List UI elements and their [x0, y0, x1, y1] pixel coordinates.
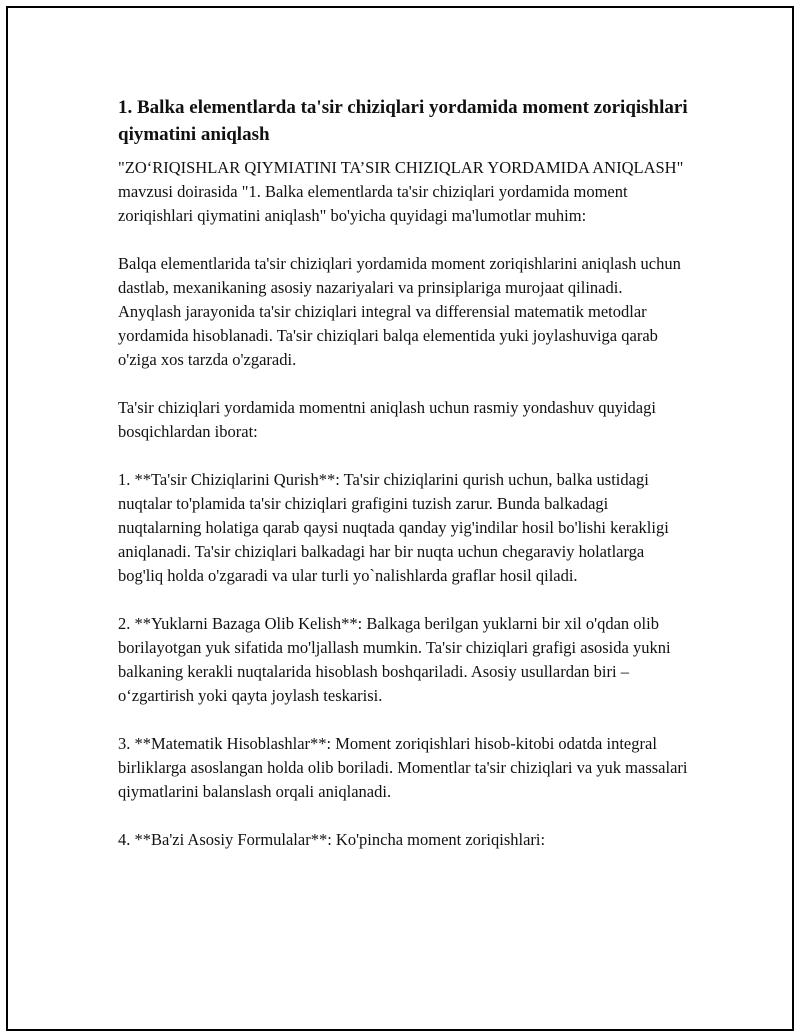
paragraph-step-2: 2. **Yuklarni Bazaga Olib Kelish**: Balkaga berilgan yuklarni bir xil o'qdan olib borilayotgan yuk sifatida mo'ljallash mumkin. Ta'sir chiziqlari grafigi asosida yukni balkaning kerakli nuqtalarida hisoblash boshqariladi. Asosiy usullardan biri – o‘zgartirish yoki qayta joylash teskarisi. — [118, 614, 671, 705]
document-title: 1. Balka elementlarda ta'sir chiziqlari yordamida moment zoriqishlari qiymatini aniqlash — [118, 97, 688, 145]
paragraph-overview: Balqa elementlarida ta'sir chiziqlari yordamida moment zoriqishlarini aniqlash uchun dastlab, mexanikaning asosiy nazariyalari va prinsiplariga murojaat qilinadi. Anyqlash jarayonida ta'sir chiziqlari integral va differensial matematik metodlar yordamida hisoblanadi. Ta'sir chiziqlari balqa elementida yuki joylashuviga qarab o'ziga xos tarzda o'zgaradi. — [118, 254, 681, 369]
paragraph-approach: Ta'sir chiziqlari yordamida momentni aniqlash uchun rasmiy yondashuv quyidagi bosqichlardan iborat: — [118, 398, 656, 441]
paragraph-step-4: 4. **Ba'zi Asosiy Formulalar**: Ko'pincha moment zoriqishlari: — [118, 830, 546, 849]
paragraph-step-3: 3. **Matematik Hisoblashlar**: Moment zoriqishlari hisob-kitobi odatda integral birliklarga asoslangan holda olib boriladi. Momentlar ta'sir chiziqlari va yuk massalari qiymatlarini balanslash orqali aniqlanadi. — [118, 734, 688, 801]
document-body — [118, 94, 688, 876]
paragraph-step-1: 1. **Ta'sir Chiziqlarini Qurish**: Ta'sir chiziqlarini qurish uchun, balka ustidagi nuqtalar to'plamida ta'sir chiziqlari grafigini tuzish zarur. Bunda balkadagi nuqtalarning holatiga qarab qaysi nuqtada qanday yig'indilar hosil bo'lishi kerakligi aniqlanadi. Ta'sir chiziqlari balkadagi har bir nuqta uchun chegaraviy holatlarga bog'liq holda o'zgaradi va ular turli yo`nalishlarda graflar hosil qiladi. — [118, 470, 669, 585]
paragraph-intro: "ZO‘RIQISHLAR QIYMIATINI TA’SIR CHIZIQLAR YORDAMIDA ANIQLASH" mavzusi doirasida "1. Balka elementlarda ta'sir chiziqlari yordamida moment zoriqishlari qiymatini aniqlash" bo'yicha quyidagi ma'lumotlar muhim: — [118, 158, 684, 225]
